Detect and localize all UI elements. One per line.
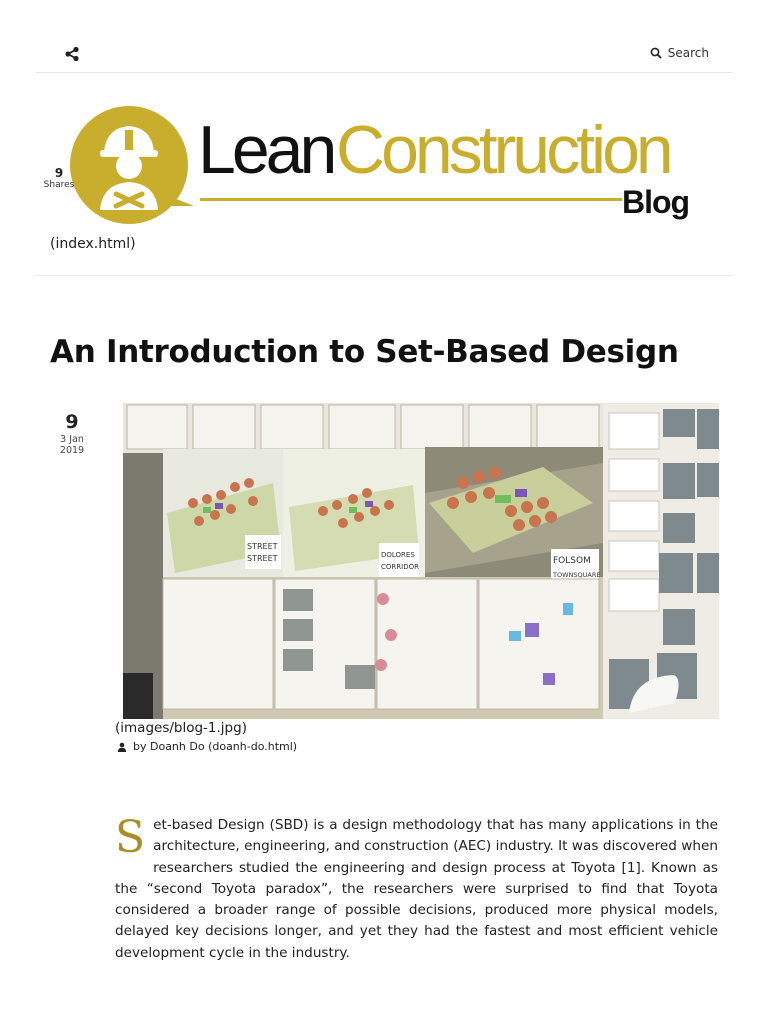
photo-note-street: STREET: [247, 542, 278, 551]
construction-worker-icon: [70, 106, 188, 224]
author-byline[interactable]: [117, 740, 297, 753]
author-link[interactable]: by Doanh Do (doanh-do.html): [133, 740, 298, 753]
site-logo[interactable]: [66, 102, 706, 232]
image-caption: (images/blog-1.jpg): [115, 720, 247, 736]
top-bar: [36, 36, 733, 73]
post-date-year: 2019: [59, 445, 85, 456]
photo-note-street-2: STREET: [247, 554, 278, 563]
logo-word-lean: Lean: [198, 112, 334, 188]
post-date-day: 3 Jan: [60, 434, 84, 445]
intro-text: et-based Design (SBD) is a design methodology that has many applications in the architecture, engineering, and construction (AEC) industry. It was discovered when researchers studied the engineering and design process at Toyota [1]. Known as the “second Toyota paradox”, the researchers were surprised to find that Toyota considered a broader range of possible decisions, produced more physical models, delayed key decisions longer, and yet they had the fastest and most efficient vehicle development cycle in the industry.: [115, 817, 718, 961]
drop-cap: S: [115, 812, 146, 863]
search-label: Search: [667, 46, 709, 60]
article-title: An Introduction to Set-Based Design: [50, 334, 679, 370]
header-divider: [36, 275, 733, 276]
article-hero-image: [123, 403, 719, 719]
search-icon: [650, 47, 662, 59]
hero-photo: [123, 403, 719, 719]
photo-note-folsom: FOLSOM: [553, 556, 591, 566]
article-intro-paragraph: [115, 812, 718, 964]
share-icon[interactable]: [64, 46, 80, 62]
search-button[interactable]: [650, 46, 709, 60]
article-share-count[interactable]: 9: [65, 411, 79, 433]
article-meta: [52, 411, 92, 456]
photo-note-folsom-2: TOWNSQUARE: [553, 571, 601, 579]
home-link[interactable]: (index.html): [50, 236, 136, 252]
logo-rule: [200, 198, 622, 201]
user-icon: [117, 742, 127, 752]
logo-word-construction: Construction: [336, 112, 670, 188]
share-count: 9: [54, 166, 64, 180]
share-counter[interactable]: [40, 166, 78, 190]
photo-note-dolores-2: CORRIDOR: [381, 563, 419, 571]
logo-word-blog: Blog: [622, 184, 690, 220]
share-label: Shares: [43, 180, 75, 190]
photo-note-dolores: DOLORES: [381, 551, 415, 559]
